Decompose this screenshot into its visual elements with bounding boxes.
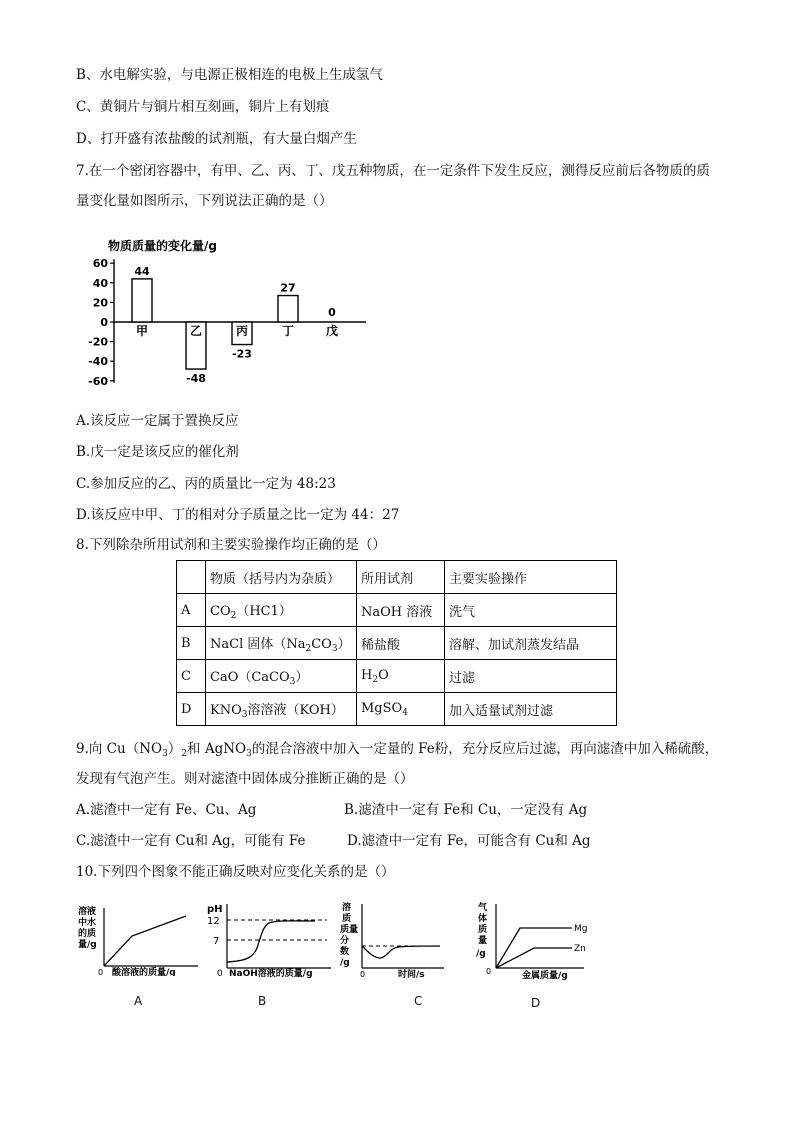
svg-text:质: 质 xyxy=(478,925,488,935)
y-tick-label: -60 xyxy=(88,374,108,388)
graph-c-caption: C xyxy=(414,994,423,1008)
bar xyxy=(132,279,152,322)
x-axis-label: NaOH溶液的质量/g xyxy=(229,969,313,978)
svg-text:分: 分 xyxy=(340,936,350,946)
category-label: 乙 xyxy=(189,324,203,338)
category-label: 丙 xyxy=(235,324,249,338)
table-row xyxy=(177,660,617,693)
q9-option-a: A.滤渣中一定有 Fe、Cu、Ag xyxy=(76,802,257,818)
q10-stem: 10.下列四个图象不能正确反映对应变化关系的是（） xyxy=(76,864,395,880)
table-row xyxy=(177,594,617,627)
table-row xyxy=(177,627,617,660)
bar xyxy=(278,296,298,322)
svg-text:溶: 溶 xyxy=(342,903,352,913)
svg-text:中水: 中水 xyxy=(78,918,97,928)
option-cell: B xyxy=(177,627,206,660)
q6-option-b: B、水电解实验，与电源正极相连的电极上生成氢气 xyxy=(76,67,383,83)
y-tick-7: 7 xyxy=(213,936,220,947)
y-tick-label: 20 xyxy=(92,296,108,310)
x-axis-label: 酸溶液的质量/g xyxy=(112,968,176,976)
svg-text:气: 气 xyxy=(478,903,488,913)
table-header-cell: 主要实验操作 xyxy=(445,561,617,594)
q9-stem-line2: 发现有气泡产生。则对滤渣中固体成分推断正确的是（） xyxy=(76,771,414,787)
substance-cell: $KNO_3$溶溶液（KOH） xyxy=(206,693,357,726)
svg-text:量/g: 量/g xyxy=(78,940,97,950)
origin-label: 0 xyxy=(217,969,223,978)
origin-label: 0 xyxy=(98,968,104,976)
bar-value-label: 27 xyxy=(280,281,296,295)
substance-cell: NaCl 固体$(Na_2CO_3)$ xyxy=(206,627,357,660)
q7-option-b: B.戊一定是该反应的催化剂 xyxy=(76,444,239,460)
q8-table xyxy=(176,560,617,726)
svg-text:的质: 的质 xyxy=(78,929,97,939)
q9-stem-line1: 9.向 $Cu(NO_3)_2$和 AgNO$_3$的混合溶液中加入一定量的 Fe粉，充分反应后过滤，再向滤渣中加入稀硫酸， xyxy=(76,741,719,759)
category-label: 甲 xyxy=(135,324,149,338)
origin-label: 0 xyxy=(360,970,366,979)
graph-a-caption: A xyxy=(134,994,143,1008)
table-header-cell: 物质（括号内为杂质） xyxy=(206,561,357,594)
operation-cell: 溶解、加试剂蒸发结晶 xyxy=(445,627,617,660)
q8-stem: 8.下列除杂所用试剂和主要实验操作均正确的是（） xyxy=(76,537,386,553)
table-row xyxy=(177,693,617,726)
q6-option-d: D、打开盛有浓盐酸的试剂瓶，有大量白烟产生 xyxy=(76,131,357,147)
reagent-cell: NaOH 溶液 xyxy=(357,594,445,627)
bar-value-label: 44 xyxy=(134,264,150,278)
q9-option-d: D.滤渣中一定有 Fe，可能含有 Cu和 Ag xyxy=(347,833,591,849)
operation-cell: 加入适量试剂过滤 xyxy=(445,693,617,726)
x-axis-label: 金属质量/g xyxy=(522,971,568,980)
bar-value-label: -23 xyxy=(232,347,252,361)
y-tick-12: 12 xyxy=(207,916,220,927)
category-label: 戊 xyxy=(325,324,339,338)
svg-text:数: 数 xyxy=(340,947,350,957)
q7-option-a: A.该反应一定属于置换反应 xyxy=(76,413,239,429)
q9-option-c: C.滤渣中一定有 Cu和 Ag，可能有 Fe xyxy=(76,833,306,849)
q7-stem-line2: 量变化量如图所示，下列说法正确的是（） xyxy=(76,193,333,209)
table-header-cell: 所用试剂 xyxy=(357,561,445,594)
q7-option-d: D.该反应中甲、丁的相对分子质量之比一定为 44：27 xyxy=(76,507,400,523)
svg-text:量: 量 xyxy=(478,936,488,946)
operation-cell: 过滤 xyxy=(445,660,617,693)
substance-cell: CaO（CaCO$_3$） xyxy=(206,660,357,693)
svg-text:/g: /g xyxy=(340,958,350,968)
series-label-zn: Zn xyxy=(574,944,586,954)
operation-cell: 洗气 xyxy=(445,594,617,627)
option-cell: D xyxy=(177,693,206,726)
q10-graph-b xyxy=(205,900,335,978)
y-tick-label: -20 xyxy=(88,335,108,349)
reagent-cell: MgSO$_4$ xyxy=(357,693,445,726)
reagent-cell: $H_2O$ xyxy=(357,660,445,693)
svg-text:体: 体 xyxy=(478,914,488,924)
graph-d-caption: D xyxy=(531,996,541,1010)
bar-value-label: 0 xyxy=(328,306,336,319)
q10-graph-d xyxy=(472,898,596,980)
y-axis-label: pH xyxy=(207,904,223,915)
origin-label: 0 xyxy=(486,967,492,976)
chart-title: 物质质量的变化量/g xyxy=(108,239,217,253)
bar-value-label: -48 xyxy=(186,372,206,386)
q7-stem-line1: 7.在一个密闭容器中，有甲、乙、丙、丁、戊五种物质，在一定条件下发生反应，测得反应前后各物质的质 xyxy=(76,163,710,179)
svg-text:质量: 质量 xyxy=(340,925,359,935)
substance-cell: $CO_2(HC1)$ xyxy=(206,594,357,627)
svg-text:/g: /g xyxy=(476,949,486,959)
q7-option-c: C.参加反应的乙、丙的质量比一定为 48:23 xyxy=(76,476,336,492)
svg-text:质: 质 xyxy=(342,914,352,924)
series-label-mg: Mg xyxy=(574,924,588,934)
table-header-cell xyxy=(177,561,206,594)
y-tick-label: -40 xyxy=(88,355,108,369)
y-tick-label: 60 xyxy=(92,257,108,271)
table-header-row xyxy=(177,561,617,594)
q6-option-c: C、黄铜片与铜片相互刻画，铜片上有划痕 xyxy=(76,99,330,115)
x-axis-label: 时间/s xyxy=(398,970,425,980)
reagent-cell: 稀盐酸 xyxy=(357,627,445,660)
category-label: 丁 xyxy=(281,324,295,338)
y-tick-label: 40 xyxy=(92,276,108,290)
y-tick-label: 0 xyxy=(100,316,108,329)
svg-text:溶液: 溶液 xyxy=(78,907,97,917)
q10-graph-a xyxy=(76,904,202,976)
option-cell: A xyxy=(177,594,206,627)
option-cell: C xyxy=(177,660,206,693)
graph-b-caption: B xyxy=(258,994,267,1008)
q9-option-b: B.滤渣中一定有 Fe和 Cu，一定没有 Ag xyxy=(344,802,588,818)
q7-bar-chart xyxy=(76,236,376,392)
q10-graph-c xyxy=(338,900,448,980)
